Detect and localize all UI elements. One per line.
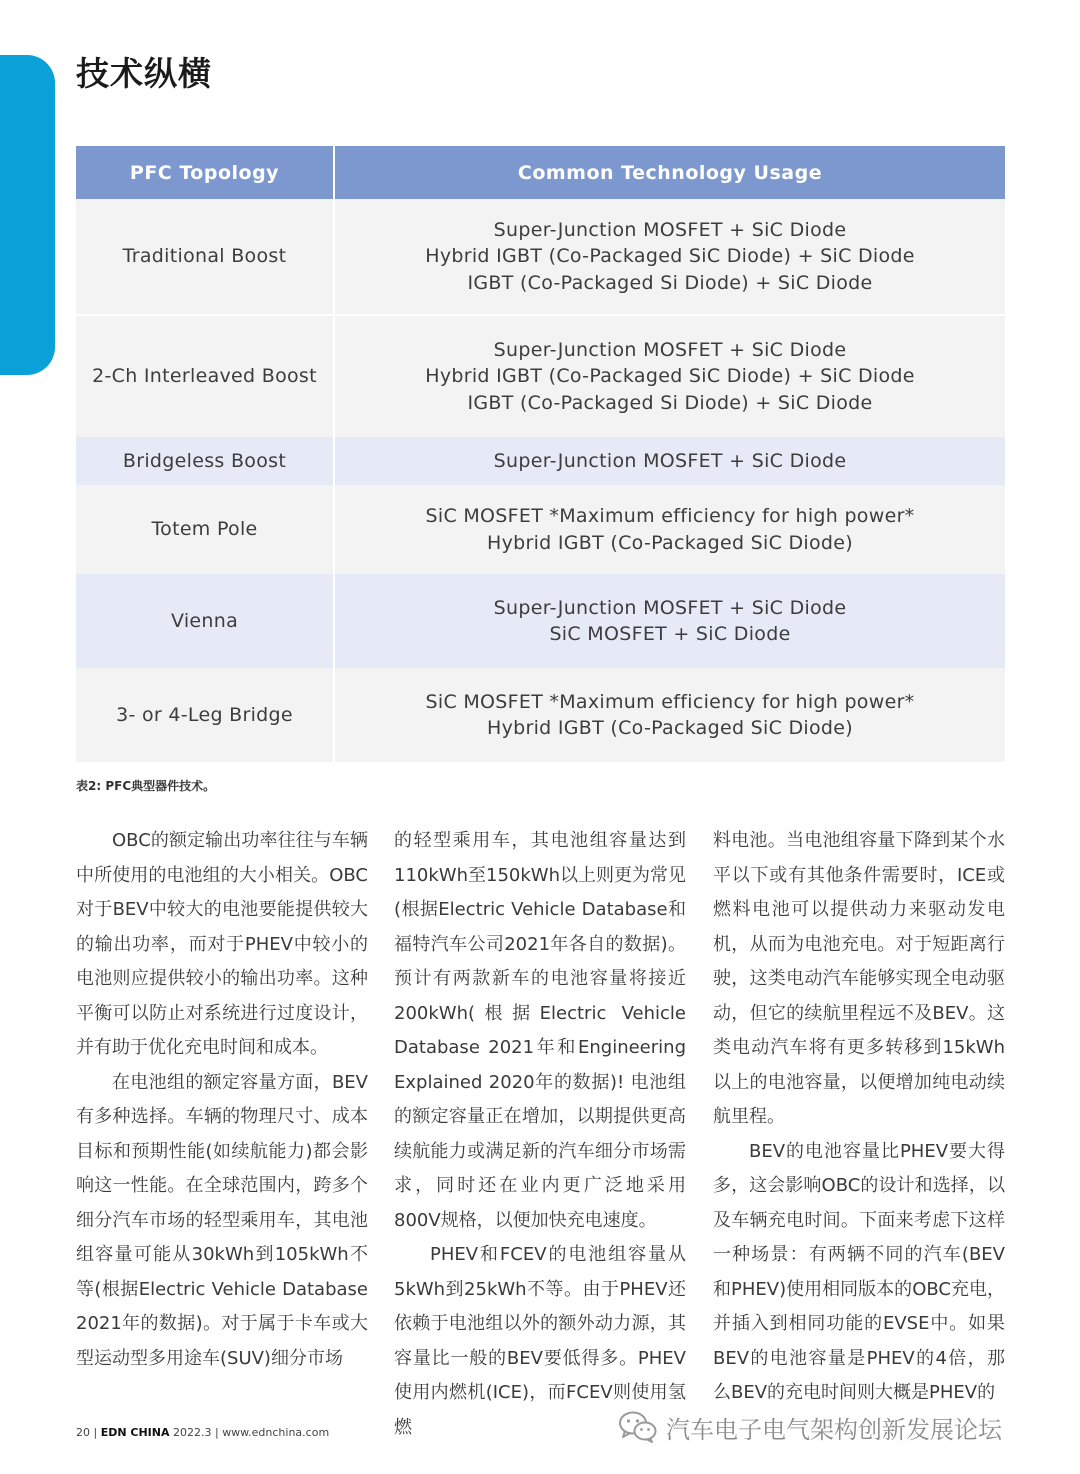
watermark-text: 汽车电子电气架构创新发展论坛	[666, 1415, 1002, 1444]
topology-cell: 2-Ch Interleaved Boost	[76, 315, 334, 437]
section-tab	[0, 55, 55, 375]
paragraph: 料电池。当电池组容量下降到某个水平以下或有其他条件需要时，ICE或燃料电池可以提供动力来驱动发电机，从而为电池充电。对于短距离行驶，这类电动汽车能够实现全电动驱动，但它的续航里程远不及BEV。这类电动汽车将有更多转移到15kWh以上的电池容量，以便增加纯电动续航里程。	[713, 830, 1005, 1127]
usage-line: Hybrid IGBT (Co-Packaged SiC Diode)	[487, 531, 853, 554]
table-caption: 表2: PFC典型器件技术。	[76, 779, 216, 793]
usage-line: SiC MOSFET + SiC Diode	[549, 623, 791, 645]
usage-line: IGBT (Co-Packaged Si Diode) + SiC Diode	[467, 271, 873, 294]
section-title: 技术纵横	[76, 54, 212, 93]
usage-line: IGBT (Co-Packaged Si Diode) + SiC Diode	[467, 391, 873, 414]
page-number: 20	[76, 1426, 90, 1439]
text-column-2	[394, 824, 686, 1445]
magazine-brand: EDN CHINA	[100, 1426, 170, 1439]
table-row	[76, 199, 1005, 315]
text-column-1	[76, 824, 368, 1376]
paragraph: 的轻型乘用车，其电池组容量达到110kWh至150kWh以上则更为常见(根据Electric Vehicle Database和福特汽车公司2021年各自的数据)。预计有两款新车的电池容量将接近200kWh(根据Electric Vehicle Database 2021年和Engineering Explained 2020年的数据)! 电池组的额定容量正在增加，以期提供更高续航能力或满足新的汽车细分市场需求，同时还在业内更广泛地采用800V规格，以便加快充电速度。	[394, 830, 686, 1231]
usage-line: Super-Junction MOSFET + SiC Diode	[493, 218, 847, 241]
table-row	[76, 668, 1005, 762]
usage-line: Super-Junction MOSFET + SiC Diode	[493, 338, 847, 361]
usage-line: Super-Junction MOSFET + SiC Diode	[493, 449, 847, 472]
usage-cell	[334, 437, 1005, 485]
column-header-usage: Common Technology Usage	[334, 146, 1005, 199]
paragraph: 在电池组的额定容量方面，BEV有多种选择。车辆的物理尺寸、成本目标和预期性能(如续航能力)都会影响这一性能。在全球范围内，跨多个细分汽车市场的轻型乘用车，其电池组容量可能从30kWh到105kWh不等(根据Electric Vehicle Database 2021年的数据)。对于属于卡车或大型运动型多用途车(SUV)细分市场	[76, 1071, 368, 1369]
wechat-watermark	[618, 1405, 1002, 1449]
usage-line: Hybrid IGBT (Co-Packaged SiC Diode)	[487, 717, 853, 739]
table-row	[76, 574, 1005, 668]
topology-cell: Bridgeless Boost	[76, 437, 334, 485]
footer-divider: |	[214, 1426, 223, 1439]
column-header-topology: PFC Topology	[76, 146, 334, 199]
table-row	[76, 315, 1005, 437]
table-row	[76, 485, 1005, 574]
footer-divider: |	[93, 1426, 101, 1439]
paragraph: PHEV和FCEV的电池组容量从5kWh到25kWh不等。由于PHEV还依赖于电池组以外的额外动力源，其容量比一般的BEV要低得多。PHEV使用内燃机(ICE)，而FCEV则使用氢燃	[394, 1244, 686, 1438]
usage-cell	[334, 315, 1005, 437]
wechat-icon	[618, 1410, 658, 1444]
paragraph: OBC的额定输出功率往往与车辆中所使用的电池组的大小相关。OBC对于BEV中较大的电池要能提供较大的输出功率，而对于PHEV中较小的电池则应提供较小的输出功率。这种平衡可以防止对系统进行过度设计，并有助于优化充电时间和成本。	[76, 830, 368, 1058]
usage-cell	[334, 485, 1005, 574]
topology-cell: Totem Pole	[76, 485, 334, 574]
table-header-row	[76, 146, 1005, 199]
text-column-3	[713, 824, 1005, 1411]
paragraph: BEV的电池容量比PHEV要大得多，这会影响OBC的设计和选择，以及车辆充电时间。下面来考虑下这样一种场景：有两辆不同的汽车(BEV和PHEV)使用相同版本的OBC充电，并插入到相同功能的EVSE中。如果BEV的电池容量是PHEV的4倍，那么BEV的充电时间则大概是PHEV的	[713, 1140, 1005, 1403]
website-link[interactable]: www.ednchina.com	[222, 1426, 330, 1439]
table-row	[76, 437, 1005, 485]
usage-line: Super-Junction MOSFET + SiC Diode	[493, 596, 847, 619]
usage-line: SiC MOSFET *Maximum efficiency for high power*	[425, 690, 915, 713]
usage-line: Hybrid IGBT (Co-Packaged SiC Diode) + SiC Diode	[425, 365, 915, 388]
usage-cell	[334, 199, 1005, 315]
usage-cell	[334, 574, 1005, 668]
issue-number: 2022.3	[172, 1426, 212, 1439]
page-footer	[76, 1426, 329, 1439]
topology-cell: Vienna	[76, 574, 334, 668]
usage-line: SiC MOSFET *Maximum efficiency for high power*	[425, 505, 915, 527]
pfc-table	[76, 146, 1005, 762]
usage-cell	[334, 668, 1005, 762]
topology-cell: Traditional Boost	[76, 199, 334, 315]
topology-cell: 3- or 4-Leg Bridge	[76, 668, 334, 762]
usage-line: Hybrid IGBT (Co-Packaged SiC Diode) + SiC Diode	[425, 245, 915, 268]
